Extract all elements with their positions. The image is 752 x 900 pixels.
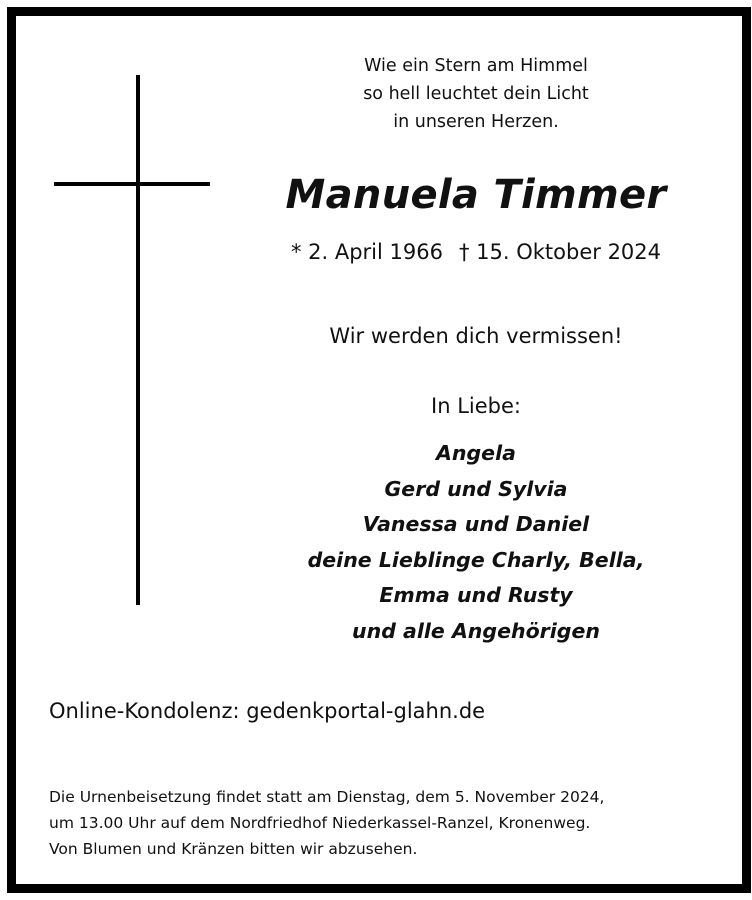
motto-line: Wie ein Stern am Himmel [364, 56, 588, 76]
in-love-label: In Liebe: [431, 394, 521, 418]
mourner-line: Emma und Rusty [379, 583, 573, 607]
life-dates [246, 240, 706, 264]
mourners-list [246, 436, 706, 649]
mourner-line: Gerd und Sylvia [384, 476, 568, 501]
death-date: † 15. Oktober 2024 [458, 240, 662, 264]
burial-info-line: um 13.00 Uhr auf dem Nordfriedhof Niederkassel-Ranzel, Kronenweg. [49, 814, 591, 832]
burial-info [49, 784, 729, 862]
birth-date: * 2. April 1966 [290, 240, 443, 264]
farewell-line: Wir werden dich vermissen! [329, 324, 623, 348]
motto-line: so hell leuchtet dein Licht [363, 84, 589, 104]
mourner-line: und alle Angehörigen [352, 618, 600, 643]
mourner-line: deine Lieblinge Charly, Bella, [307, 547, 645, 572]
mourner-line: Vanessa und Daniel [362, 512, 590, 536]
deceased-name: Manuela Timmer [285, 172, 667, 218]
motto-line: in unseren Herzen. [393, 112, 559, 132]
motto-verse [276, 52, 676, 136]
burial-info-line: Die Urnenbeisetzung findet statt am Dienstag, dem 5. November 2024, [49, 788, 605, 806]
cross-icon-vertical-bar [136, 75, 140, 605]
mourner-line: Angela [436, 441, 516, 465]
obituary-card [7, 7, 751, 893]
online-condolence: Online-Kondolenz: gedenkportal-glahn.de [49, 699, 486, 723]
cross-icon-horizontal-bar [54, 182, 210, 186]
burial-info-line: Von Blumen und Kränzen bitten wir abzusehen. [49, 840, 418, 858]
